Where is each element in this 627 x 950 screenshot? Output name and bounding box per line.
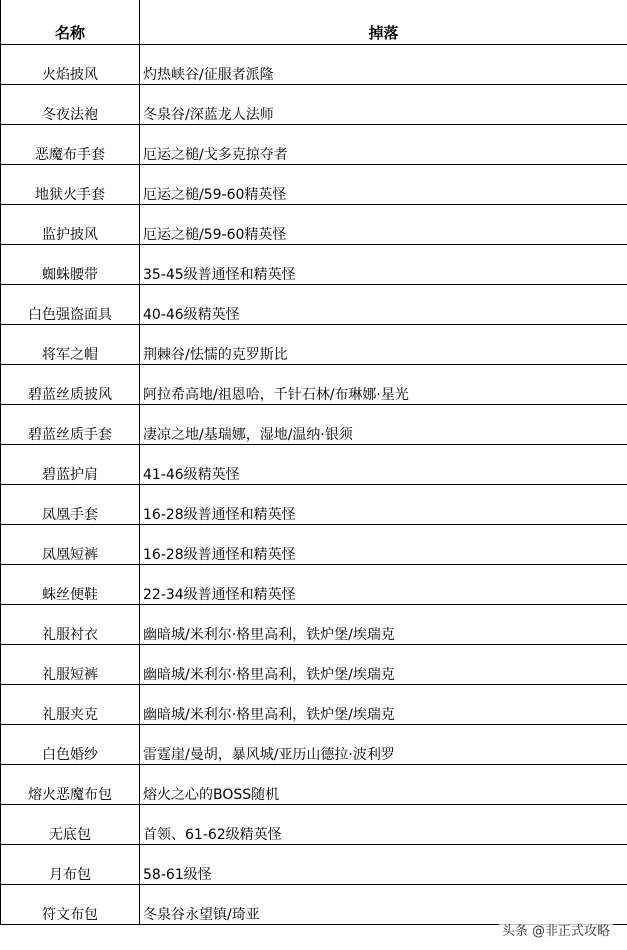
table-row: [1, 445, 627, 485]
drop-source-cell: 幽暗城/米利尔·格里高利，铁炉堡/埃瑞克: [140, 685, 627, 725]
item-name-cell: 符文布包: [1, 885, 140, 925]
table-row: [1, 645, 627, 685]
table-row: [1, 845, 627, 885]
table-body: [1, 45, 627, 925]
table-row: [1, 765, 627, 805]
item-name-cell: 火焰披风: [1, 45, 140, 85]
item-name-cell: 将军之帽: [1, 325, 140, 365]
table-row: [1, 685, 627, 725]
drop-source-cell: 幽暗城/米利尔·格里高利，铁炉堡/埃瑞克: [140, 645, 627, 685]
drop-source-cell: 首领、61-62级精英怪: [140, 805, 627, 845]
table-row: [1, 85, 627, 125]
drop-source-cell: 幽暗城/米利尔·格里高利，铁炉堡/埃瑞克: [140, 605, 627, 645]
drop-source-cell: 41-46级精英怪: [140, 445, 627, 485]
column-header-name: 名称: [1, 0, 140, 45]
table-row: [1, 405, 627, 445]
drop-source-cell: 冬泉谷永望镇/琦亚: [140, 885, 627, 925]
item-name-cell: 无底包: [1, 805, 140, 845]
item-name-cell: 地狱火手套: [1, 165, 140, 205]
table-row: [1, 125, 627, 165]
table-row: [1, 205, 627, 245]
drop-source-cell: 厄运之槌/戈多克掠夺者: [140, 125, 627, 165]
item-name-cell: 凤凰短裤: [1, 525, 140, 565]
drop-source-cell: 厄运之槌/59-60精英怪: [140, 165, 627, 205]
table-row: [1, 325, 627, 365]
item-name-cell: 恶魔布手套: [1, 125, 140, 165]
drop-source-cell: 35-45级普通怪和精英怪: [140, 245, 627, 285]
item-name-cell: 蛛丝便鞋: [1, 565, 140, 605]
drop-source-cell: 22-34级普通怪和精英怪: [140, 565, 627, 605]
item-name-cell: 白色婚纱: [1, 725, 140, 765]
watermark: 头条 @非正式攻略: [499, 919, 613, 940]
table-row: [1, 365, 627, 405]
drop-source-cell: 16-28级普通怪和精英怪: [140, 485, 627, 525]
table-header-row: [1, 0, 627, 45]
table-row: [1, 165, 627, 205]
item-name-cell: 冬夜法袍: [1, 85, 140, 125]
drop-source-cell: 熔火之心的BOSS随机: [140, 765, 627, 805]
drop-source-cell: 阿拉希高地/祖恩哈，千针石林/布琳娜·星光: [140, 365, 627, 405]
drop-source-cell: 58-61级怪: [140, 845, 627, 885]
item-name-cell: 碧蓝护肩: [1, 445, 140, 485]
drop-source-cell: 冬泉谷/深蓝龙人法师: [140, 85, 627, 125]
drop-source-cell: 16-28级普通怪和精英怪: [140, 525, 627, 565]
item-name-cell: 礼服衬衣: [1, 605, 140, 645]
table-row: [1, 285, 627, 325]
drop-source-cell: 厄运之槌/59-60精英怪: [140, 205, 627, 245]
item-name-cell: 礼服夹克: [1, 685, 140, 725]
item-name-cell: 凤凰手套: [1, 485, 140, 525]
column-header-drop: 掉落: [140, 0, 627, 45]
item-name-cell: 监护披风: [1, 205, 140, 245]
table-row: [1, 805, 627, 845]
item-name-cell: 蜘蛛腰带: [1, 245, 140, 285]
item-name-cell: 月布包: [1, 845, 140, 885]
table-row: [1, 725, 627, 765]
item-name-cell: 礼服短裤: [1, 645, 140, 685]
table-row: [1, 485, 627, 525]
item-name-cell: 白色强盗面具: [1, 285, 140, 325]
item-name-cell: 碧蓝丝质披风: [1, 365, 140, 405]
table-row: [1, 565, 627, 605]
table-row: [1, 525, 627, 565]
drop-source-cell: 荆棘谷/怯懦的克罗斯比: [140, 325, 627, 365]
item-name-cell: 熔火恶魔布包: [1, 765, 140, 805]
drop-source-cell: 灼热峡谷/征服者派隆: [140, 45, 627, 85]
drop-source-cell: 雷霆崖/曼胡，暴风城/亚历山德拉·波利罗: [140, 725, 627, 765]
table-row: [1, 245, 627, 285]
table-row: [1, 45, 627, 85]
drop-source-cell: 40-46级精英怪: [140, 285, 627, 325]
item-name-cell: 碧蓝丝质手套: [1, 405, 140, 445]
table-row: [1, 605, 627, 645]
drop-source-cell: 凄凉之地/基瑞娜，湿地/温纳·银须: [140, 405, 627, 445]
